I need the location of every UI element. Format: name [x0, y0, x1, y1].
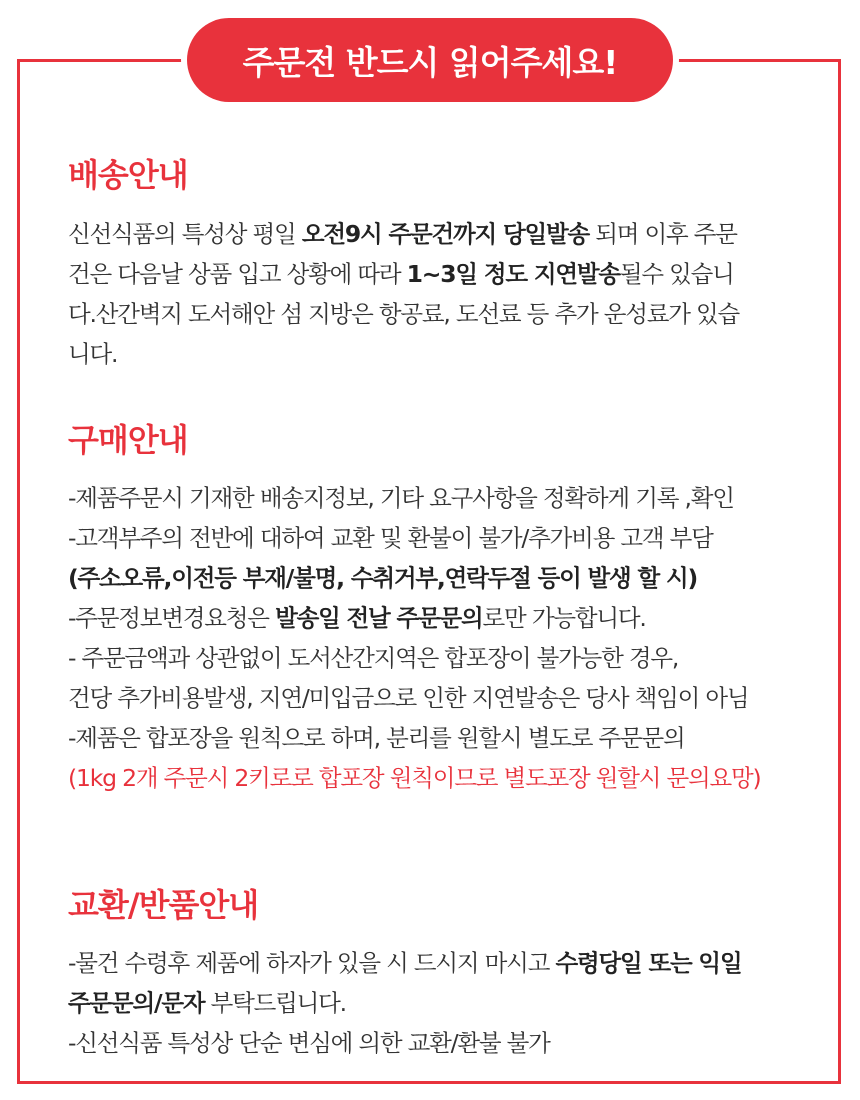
- notice-line: [68, 214, 798, 254]
- notice-line: [68, 294, 798, 334]
- notice-line: [68, 678, 798, 718]
- notice-line: [68, 718, 798, 758]
- section-body-purchase: [68, 478, 798, 798]
- notice-text: 건당 추가비용발생, 지연/미입금으로 인한 지연발송은 당사 책임이 아님: [68, 684, 749, 712]
- notice-text: 부탁드립니다.: [204, 989, 346, 1017]
- notice-text: -물건 수령후 제품에 하자가 있을 시 드시지 마시고: [68, 949, 556, 977]
- notice-line: [68, 983, 798, 1023]
- notice-line: [68, 758, 798, 798]
- notice-text: -주문정보변경요청은: [68, 604, 276, 632]
- notice-text: -제품주문시 기재한 배송지정보, 기타 요구사항을 정확하게 기록 ,확인: [68, 484, 734, 512]
- section-body-exchange: [68, 943, 798, 1063]
- section-body-shipping: [68, 214, 798, 374]
- notice-text: 다.산간벽지 도서해안 섬 지방은 항공료, 도선료 등 추가 운성료가 있습: [68, 300, 739, 328]
- notice-text: 되며 이후 주문: [588, 220, 737, 248]
- notice-line: [68, 334, 798, 374]
- emphasized-text: 오전9시 주문건까지 당일발송: [301, 220, 589, 248]
- notice-text: -고객부주의 전반에 대하여 교환 및 환불이 불가/추가비용 고객 부담: [68, 524, 713, 552]
- notice-header-badge: [187, 18, 673, 102]
- section-title-shipping: 배송안내: [68, 156, 188, 194]
- notice-line: [68, 254, 798, 294]
- notice-text: 될수 있습니: [619, 260, 734, 288]
- section-title-exchange: 교환/반품안내: [68, 886, 259, 924]
- notice-text: -신선식품 특성상 단순 변심에 의한 교환/환불 불가: [68, 1029, 550, 1057]
- emphasized-text: 주문문의/문자: [68, 989, 205, 1017]
- emphasized-text: 1~3일 정도 지연발송: [406, 260, 620, 288]
- notice-text: 건은 다음날 상품 입고 상황에 따라: [68, 260, 407, 288]
- notice-text: -제품은 합포장을 원칙으로 하며, 분리를 원할시 별도로 주문문의: [68, 724, 685, 752]
- notice-text: 신선식품의 특성상 평일: [68, 220, 302, 248]
- emphasized-text: (주소오류,이전등 부재/불명, 수취거부,연락두절 등이 발생 할 시): [68, 564, 698, 592]
- notice-line: [68, 598, 798, 638]
- notice-text: - 주문금액과 상관없이 도서산간지역은 합포장이 불가능한 경우,: [68, 644, 679, 672]
- emphasized-text: 발송일 전날 주문문의: [275, 604, 483, 632]
- emphasized-text: 수령당일 또는 익일: [555, 949, 742, 977]
- notice-line: [68, 558, 798, 598]
- notice-line: [68, 943, 798, 983]
- notice-line: [68, 638, 798, 678]
- notice-line: [68, 1023, 798, 1063]
- notice-line: [68, 518, 798, 558]
- notice-header-title: 주문전 반드시 읽어주세요!: [242, 42, 618, 82]
- notice-line: [68, 478, 798, 518]
- notice-text: 로만 가능합니다.: [482, 604, 646, 632]
- notice-text: (1kg 2개 주문시 2키로로 합포장 원칙이므로 별도포장 원할시 문의요망): [68, 764, 761, 792]
- notice-text: 니다.: [68, 340, 118, 368]
- section-title-purchase: 구매안내: [68, 421, 188, 459]
